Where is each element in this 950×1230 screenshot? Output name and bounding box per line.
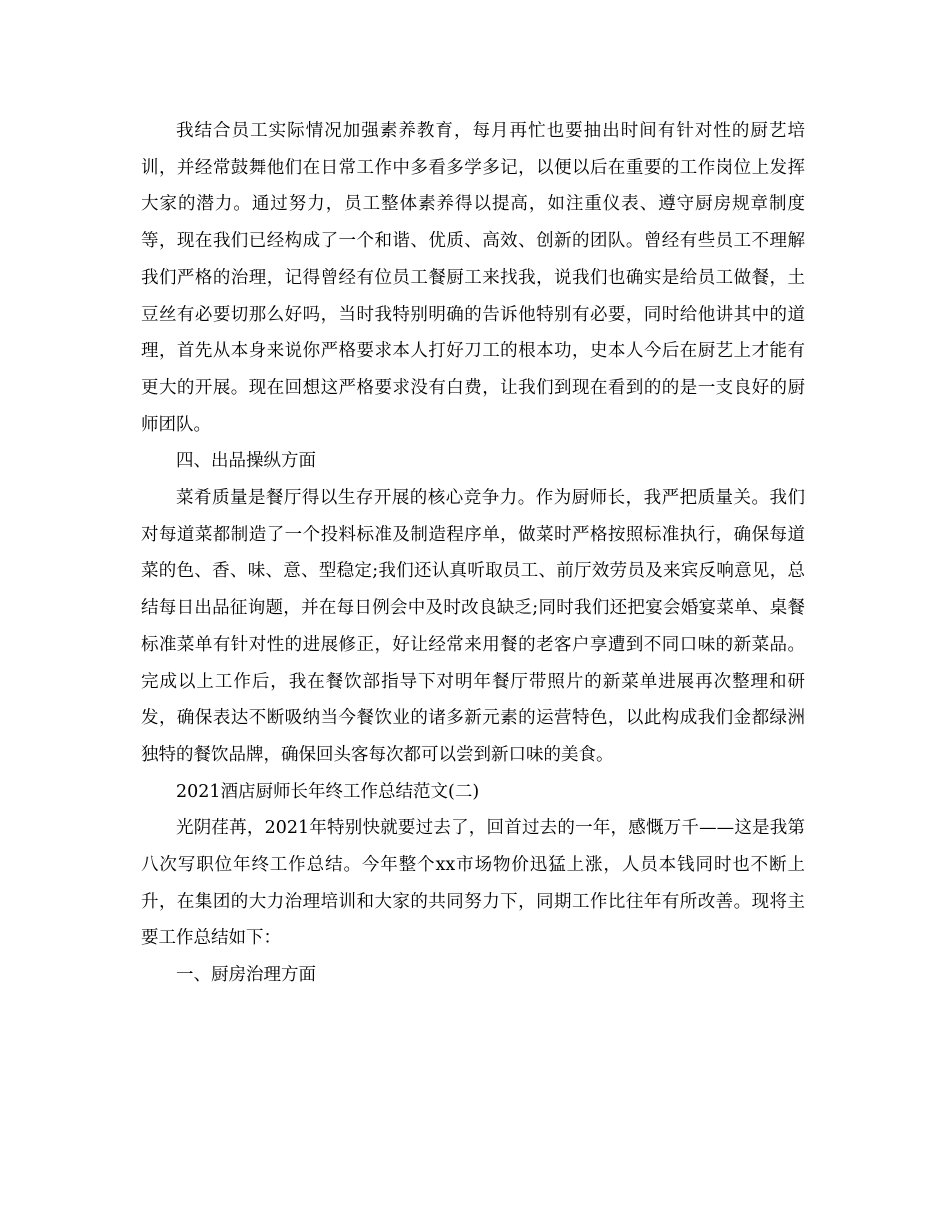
document-body xyxy=(141,113,805,994)
paragraph-dish-quality: 菜肴质量是餐厅得以生存开展的核心竞争力。作为厨师长，我严把质量关。我们对每道菜都制造了一个投料标准及制造程序单，做菜时严格按照标准执行，确保每道菜的色、香、味、意、型稳定;我们还认真听取员工、前厅效劳员及来宾反响意见，总结每日出品征询题，并在每日例会中及时改良缺乏;同时我们还把宴会婚宴菜单、桌餐标准菜单有针对性的进展修正，好让经常来用餐的老客户享遭到不同口味的新菜品。完成以上工作后，我在餐饮部指导下对明年餐厅带照片的新菜单进展再次整理和研发，确保表达不断吸纳当今餐饮业的诸多新元素的运营特色，以此构成我们金都绿洲独特的餐饮品牌，确保回头客每次都可以尝到新口味的美食。 xyxy=(141,488,805,765)
article-title-second: 2021酒店厨师长年终工作总结范文(二) xyxy=(176,781,480,802)
section-heading-output-control: 四、出品操纵方面 xyxy=(176,451,316,472)
section-heading-kitchen-management: 一、厨房治理方面 xyxy=(176,965,316,986)
paragraph-year-review-intro: 光阴荏苒，2021年特别快就要过去了，回首过去的一年，感慨万千——这是我第八次写职位年终工作总结。今年整个xx市场物价迅猛上涨，人员本钱同时也不断上升，在集团的大力治理培训和大家的共同努力下，同期工作比往年有所改善。现将主要工作总结如下： xyxy=(141,818,805,949)
paragraph-staff-training: 我结合员工实际情况加强素养教育，每月再忙也要抽出时间有针对性的厨艺培训，并经常鼓舞他们在日常工作中多看多学多记，以便以后在重要的工作岗位上发挥大家的潜力。通过努力，员工整体素养得以提高，如注重仪表、遵守厨房规章制度等，现在我们已经构成了一个和谐、优质、高效、创新的团队。曾经有些员工不理解我们严格的治理，记得曾经有位员工餐厨工来找我，说我们也确实是给员工做餐，土豆丝有必要切那么好吗，当时我特别明确的告诉他特别有必要，同时给他讲其中的道理，首先从本身来说你严格要求本人打好刀工的根本功，史本人今后在厨艺上才能有更大的开展。现在回想这严格要求没有白费，让我们到现在看到的的是一支良好的厨师团队。 xyxy=(141,121,805,435)
